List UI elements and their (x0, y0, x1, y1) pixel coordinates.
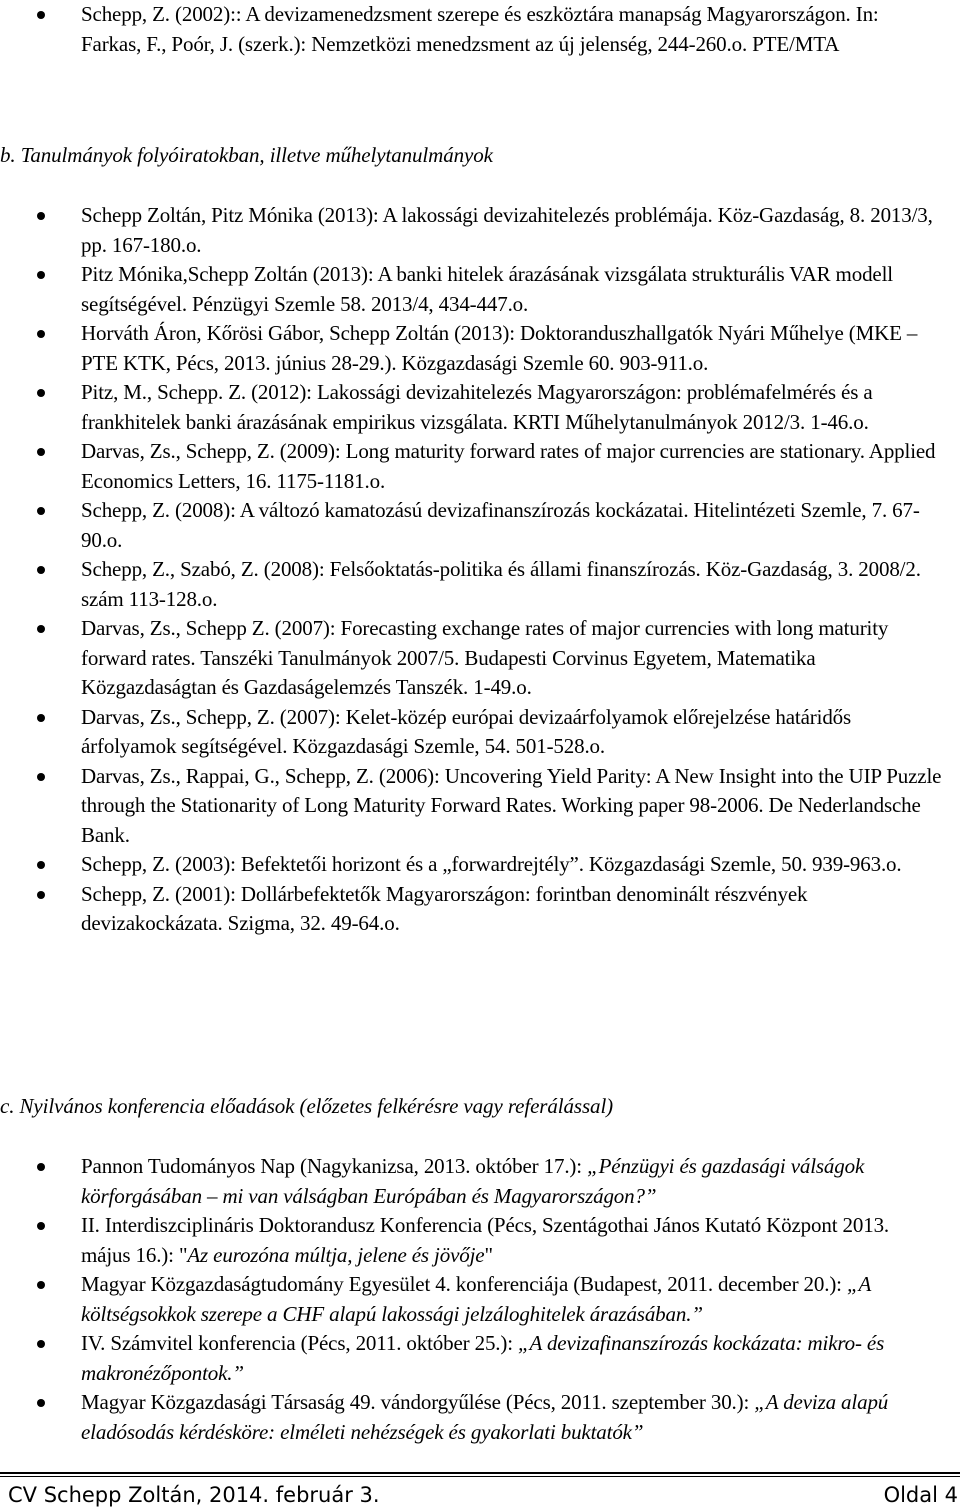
list-item: Darvas, Zs., Schepp, Z. (2007): Kelet-közép európai devizaárfolyamok előrejelzése határidős árfolyamok segítségével. Közgazdasági Szemle, 54. 501-528.o. (36, 703, 942, 762)
bullet-icon (37, 625, 45, 633)
bullet-icon (37, 1399, 45, 1407)
bullet-icon (37, 1281, 45, 1289)
list-item: Schepp, Z., Szabó, Z. (2008): Felsőoktatás-politika és állami finanszírozás. Köz-Gazdaság, 3. 2008/2. szám 113-128.o. (36, 555, 942, 614)
bullet-icon (37, 271, 45, 279)
conference-talks-list (36, 1152, 942, 1447)
footer-page-number: Oldal 4 (883, 1483, 958, 1507)
footer-divider (0, 1472, 960, 1474)
bullet-icon (37, 507, 45, 515)
publication-list-continued (36, 0, 942, 59)
bullet-icon (37, 11, 45, 19)
list-item: Schepp, Z. (2002):: A devizamenedzsment szerepe és eszköztára manapság Magyarországon. In: Farkas, F., Poór, J. (szerk.): Nemzetközi menedzsment az új jelenség, 244-260.o. PTE/MTA (36, 0, 942, 59)
journal-publications-list (36, 201, 942, 939)
list-item: Magyar Közgazdaságtudomány Egyesület 4. konferenciája (Budapest, 2011. december 20.): „A költségsokkok szerepe a CHF alapú lakossági jelzáloghitelek árazásában.” (36, 1270, 942, 1329)
list-item: Magyar Közgazdasági Társaság 49. vándorgyűlése (Pécs, 2011. szeptember 30.): „A deviza alapú eladósodás kérdésköre: elméleti nehézségek és gyakorlati buktatók” (36, 1388, 942, 1447)
bullet-icon (37, 448, 45, 456)
list-item: Schepp, Z. (2003): Befektetői horizont és a „forwardrejtély”. Közgazdasági Szemle, 50. 939-963.o. (36, 850, 942, 880)
bullet-icon (37, 891, 45, 899)
bullet-icon (37, 212, 45, 220)
bullet-icon (37, 1340, 45, 1348)
list-item: Horváth Áron, Kőrösi Gábor, Schepp Zoltán (2013): Doktoranduszhallgatók Nyári Műhelye (MKE – PTE KTK, Pécs, 2013. június 28-29.). Közgazdasági Szemle 60. 903-911.o. (36, 319, 942, 378)
footer-author-date: CV Schepp Zoltán, 2014. február 3. (8, 1483, 380, 1507)
bullet-icon (37, 1222, 45, 1230)
list-item: Schepp, Z. (2001): Dollárbefektetők Magyarországon: forintban denominált részvények devizakockázata. Szigma, 32. 49-64.o. (36, 880, 942, 939)
list-item: Pannon Tudományos Nap (Nagykanizsa, 2013. október 17.): „Pénzügyi és gazdasági válságok körforgásában – mi van válságban Európában és Magyarországon?” (36, 1152, 942, 1211)
bullet-icon (37, 773, 45, 781)
list-item: Schepp Zoltán, Pitz Mónika (2013): A lakossági devizahitelezés problémája. Köz-Gazdaság, 8. 2013/3, pp. 167-180.o. (36, 201, 942, 260)
section-c-heading: c. Nyilvános konferencia előadások (előzetes felkérésre vagy referálással) (0, 1094, 614, 1118)
bullet-icon (37, 389, 45, 397)
page-footer (8, 1480, 958, 1510)
list-item: IV. Számvitel konferencia (Pécs, 2011. október 25.): „A devizafinanszírozás kockázata: mikro- és makronézőpontok.” (36, 1329, 942, 1388)
bullet-icon (37, 714, 45, 722)
list-item: Darvas, Zs., Rappai, G., Schepp, Z. (2006): Uncovering Yield Parity: A New Insight into the UIP Puzzle through the Stationarity of Long Maturity Forward Rates. Working paper 98-2006. De Nederlandsche Bank. (36, 762, 942, 851)
bullet-icon (37, 566, 45, 574)
list-item: Darvas, Zs., Schepp, Z. (2009): Long maturity forward rates of major currencies are stationary. Applied Economics Letters, 16. 1175-1181.o. (36, 437, 942, 496)
bullet-icon (37, 1163, 45, 1171)
list-item: II. Interdiszciplináris Doktorandusz Konferencia (Pécs, Szentágothai János Kutató Központ 2013. május 16.): "Az eurozóna múltja, jelene és jövője" (36, 1211, 942, 1270)
bullet-icon (37, 861, 45, 869)
section-b-heading: b. Tanulmányok folyóiratokban, illetve műhelytanulmányok (0, 143, 493, 167)
list-item: Schepp, Z. (2008): A változó kamatozású devizafinanszírozás kockázatai. Hitelintézeti Szemle, 7. 67-90.o. (36, 496, 942, 555)
list-item: Darvas, Zs., Schepp Z. (2007): Forecasting exchange rates of major currencies with long maturity forward rates. Tanszéki Tanulmányok 2007/5. Budapesti Corvinus Egyetem, Matematika Közgazdaságtan és Gazdaságelemzés Tanszék. 1-49.o. (36, 614, 942, 703)
list-item: Pitz, M., Schepp. Z. (2012): Lakossági devizahitelezés Magyarországon: problémafelmérés és a frankhitelek banki árazásának empirikus vizsgálata. KRTI Műhelytanulmányok 2012/3. 1-46.o. (36, 378, 942, 437)
list-item: Pitz Mónika,Schepp Zoltán (2013): A banki hitelek árazásának vizsgálata strukturális VAR modell segítségével. Pénzügyi Szemle 58. 2013/4, 434-447.o. (36, 260, 942, 319)
footer-divider-thin (0, 1476, 960, 1477)
bullet-icon (37, 330, 45, 338)
